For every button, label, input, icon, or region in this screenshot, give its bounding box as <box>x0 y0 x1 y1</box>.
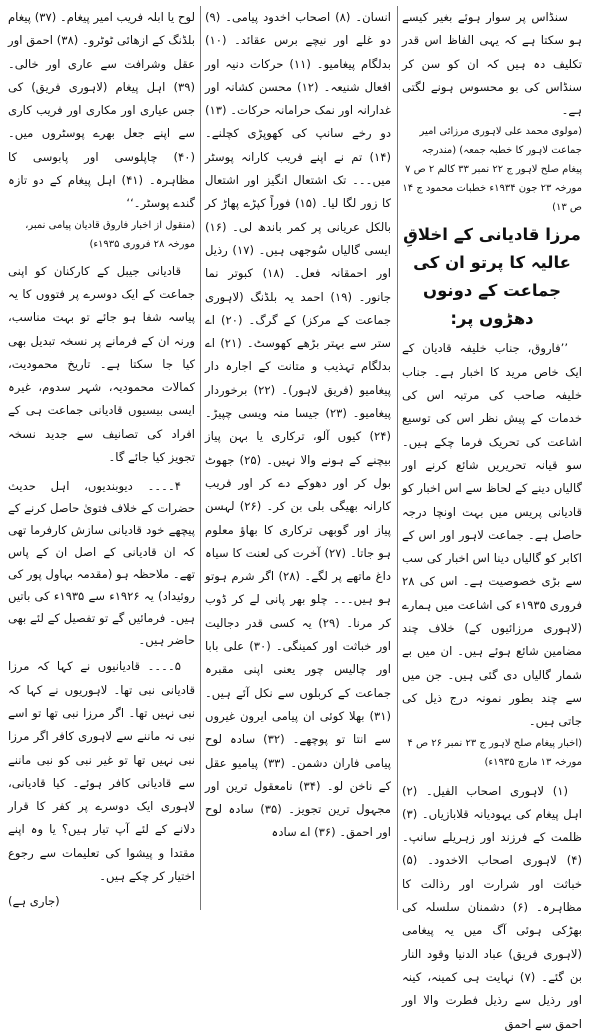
paragraph-five: ۵۔۔۔۔ قادیانیوں نے کہا کہ مرزا قادیانی نبی تھا۔ لاہوریوں نے کہا کہ نبی نہیں تھا۔ اگر مرزا نبی تھا تو اسے نبی نہ ماننے سے لاہوری کافر اگر مرزا نبی نہیں تھا تو غیر نبی کو نبی ماننے سے قادیانی کافر ہوئے۔ کیا قادیانی، لاہوری ایک دوسرے پر کفر کا قرار دلانے کے لئے آپ تیار ہیں؟ یا وہ اپنے مقتدا و پیشوا کی تعلیمات سے رجوع اختیار کر چکے ہیں۔ <box>8 659 195 884</box>
insult-list-part2: انسان۔ (۸) اصحاب اخدود پیامی۔ (۹) دو غلے اور نیچے برس عقائد۔ (۱۰) بدلگام پیغامیو۔ (۱۱) حرکات دنیہ اور افعال شنیعہ۔ (۱۲) محسن کشانہ اور غدارانہ اور نمک حرامانہ حرکات۔ (۱۳) دو رخے سانپ کی کھوپڑی کچلنے۔ (۱۴) تم نے اپنے فریب کارانہ پوسٹر میں۔۔۔ تک اشتعال انگیز اور اشتعال کا زور لگا لیا۔ (۱۵) فوراً کپڑے پھاڑ کر بالکل عریانی پر کمر باندھ لی۔ (۱۶) ایسی گالیاں سُوجھی ہیں۔ (۱۷) رذیل اور احمقانہ فعل۔ (۱۸) کبوتر نما جانور۔ (۱۹) احمد یہ بلڈنگ (لاہوری جماعت کے مرکز) کے گرگ۔ (۲۰) اے ستر سے بہتر بڑھے کھوسٹ۔ (۲۱) اے بدلگام تہذیب و متانت کے اجارہ دار پیغامیو (فریق لاہور)۔ (۲۲) برخوردار پیغامیو۔ (۲۳) جیسا منہ ویسی چپیڑ۔ (۲۴) کیوں آلو، ترکاری یا بہن پیاز بیچنے کے ہونے والا نہیں۔ (۲۵) جھوٹ بول کر اور دھوکے دے کر اور فریب کارانہ بھیگی بلی بن کر۔ (۲۶) لہسن پیاز اور گوبھی ترکاری کا بھاؤ معلوم ہو جاتا۔ (۲۷) آخرت کی لعنت کا سیاہ داغ ماتھے پر لگے۔ (۲۸) اگر شرم ہوتو ہو ہیں۔۔۔ چلو بھر پانی لے کر ڈوب کر مرنا۔ (۲۹) یہ کسی قدر دجالیت اور خباثت اور کمینگی۔ (۳۰) علی بابا اور چالیس چور یعنی اپنی مقبرہ جماعت کے کربلوں سے نکل آئے ہیں۔ (۳۱) بھلا کوئی ان پیامی ایرون غیروں سے انتا تو پوچھے۔ (۳۲) سادہ لوح پیامی فاران دشمن۔ (۳۳) پیامیو عقل کے ناخن لو۔ (۳۴) نامعقول ترین اور مجہول ترین تجویز۔ (۳۵) سادہ لوح اور احمق۔ (۳۶) اے سادہ <box>205 10 392 840</box>
paragraph-four: ۴۔۔۔۔ دیوبندیوں، اہل حدیث حضرات کے خلاف فتویٰ حاصل کرنے کے پیچھے خود قادیانی سازش کارفرما تھی کہ ان قادیانی کے اصل ان کے پاس تھے۔ ملاحظہ ہو (مقدمہ بہاول پور کی روئیداد) یہ ۱۹۲۶ء سے ۱۹۳۵ء کی باتیں ہیں۔ فرمائیں گے تو تفصیل کے لئے بھی حاضر ہیں۔ <box>8 479 195 648</box>
quote-paragraph: ’’فاروق، جناب خلیفہ قادیان کے ایک خاص مرید کا اخبار ہے۔ جناب خلیفہ صاحب کی مرتبہ اس کی خدمات کے پیش نظر اس کی توسیع اشاعت کی تحریک فرما چکے ہیں۔ سو قیانہ تحریریں شائع کرنے اور گالیاں دینے کے لحاظ سے اس اخبار کو قادیانی پریس میں بہت اونچا درجہ حاصل ہے۔ جماعت لاہور اور اس کے اکابر کو گالیاں دینا اس اخبار کی سب سے بڑی خصوصیت ہے۔ اس کی ۲۸ فروری ۱۹۳۵ء کی اشاعت میں ہمارے (لاہوری مرزائیوں کے) خلاف چند مضامین شائع ہوئے ہیں۔ ان میں بے شمار گالیاں دی گئی ہیں۔ جن میں سے چند بطور نمونہ درج ذیل کی جاتی ہیں۔ <box>402 341 582 729</box>
insult-list-part3: لوح یا ابلہ فریب امیر پیغام۔ (۳۷) پیغام بلڈنگ کے ازھائی ٹوٹرو۔ (۳۸) احمق اور عقل وشرافت سے عاری اور خالی۔ (۳۹) اہل پیغام (لاہوری فریق) کی جس عیاری اور مکاری اور فریب کاری سے اپنے جعل بھرے پوسٹروں میں۔ (۴۰) چاپلوسی اور پابوسی کا مظاہرہ۔ (۴۱) اہل پیغام کے دو تازہ گندے پوسٹر۔‘‘ <box>8 10 195 211</box>
insult-list-part1: (۱) لاہوری اصحاب الفیل۔ (۲) اہل پیغام کی یہودیانہ قلابازیاں۔ (۳) ظلمت کے فرزند اور زہریلے سانپ۔ (۴) لاہوری اصحاب الاخدود۔ (۵) خباثت اور شرارت اور رذالت کا مظاہرہ۔ (۶) دشمنان سلسلہ کی بھڑکی ہوئی آگ میں یہ پیغامی (لاہوری فریق) عباد الدنیا وقود النار بن گئے۔ (۷) نہایت ہی کمینہ، کینہ اور رذیل سے رذیل فطرت والا اور احمق سے احمق <box>402 783 582 1031</box>
column-divider-left <box>200 6 201 910</box>
column-divider-right <box>397 6 398 910</box>
column-middle <box>205 6 391 845</box>
continued-label: (جاری ہے) <box>8 894 60 909</box>
quote-reference: (اخبار پیغام صلح لاہور ج ۲۳ نمبر ۲۶ ص ۴ مورخہ ۱۳ مارچ ۱۹۳۵ء) <box>407 737 582 768</box>
column-right <box>402 6 582 1036</box>
column-left <box>8 6 195 914</box>
list-reference: (منقول از اخبار فاروق قادیان پیامی نمبر، مورخہ ۲۸ فروری ۱۹۳۵ء) <box>25 219 195 250</box>
section-heading: مرزا قادیانی کے اخلاقِ عالیہ کا پرتو ان کی جماعت کے دونوں دھڑوں پر: <box>403 225 581 329</box>
paragraph-jail: قادیانی جیبل کے کارکنان کو اپنی جماعت کے ایک دوسرے پر فتووں کا یہ پیاسہ شفا ہو جائے تو بہت مناسب، ورنہ ان کے فرمانے پر نسخہ تبدیل بھی کیا جا سکتا ہے۔ تاریخ محمودیت، کمالات محمودیہ، شہر سدوم، غیرہ ایسی بیسیوں قادیانی جماعت ہی کے افراد کی تصانیف سے جدید نسخہ تجویز کیا جائے گا۔ <box>8 263 195 465</box>
intro-paragraph: سنڈاس پر سوار ہوئے بغیر کیسے ہو سکتا ہے کہ یہی الفاظ اس قدر تکلیف دہ ہیں کہ ان کو سن کر سنڈاس کی بو محسوس ہونے لگتی ہے۔ <box>402 10 582 118</box>
intro-reference: (مولوی محمد علی لاہوری مرزائی امیر جماعت لاہور کا خطبہ جمعہ) (مندرجہ پیغام صلح لاہور ج ۲۲ نمبر ۳۳ کالم ۲ ص ۷ مورخہ ۲۳ جون ۱۹۳۴ء خطبات محمود ج ۱۴ ص ۱۳) <box>402 126 582 214</box>
